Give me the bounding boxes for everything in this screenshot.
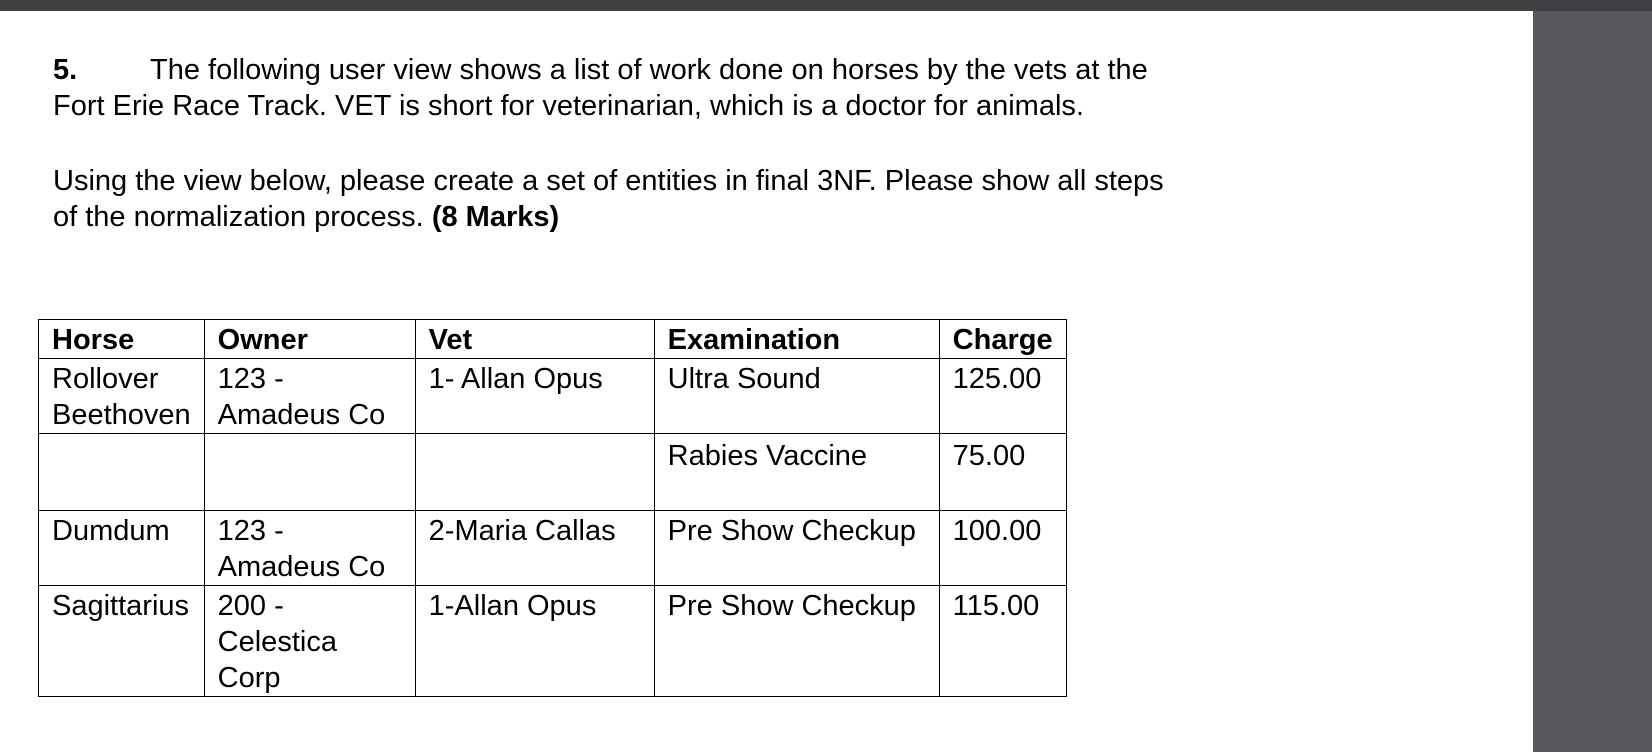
user-view-table — [38, 319, 1067, 697]
intro-line-1: The following user view shows a list of work done on horses by the vets at the — [150, 54, 1148, 86]
instruction-line-1: Using the view below, please create a set of entities in final 3NF. Please show all steps — [53, 165, 1164, 197]
question-instruction — [53, 163, 1164, 235]
cell-horse — [39, 434, 205, 511]
cell-horse: Dumdum — [39, 511, 205, 586]
header-charge: Charge — [939, 320, 1066, 359]
cell-charge: 115.00 — [939, 586, 1066, 697]
owner-line: 200 - — [217, 590, 284, 622]
horse-name-line: Beethoven — [52, 399, 191, 431]
table-header-row — [39, 320, 1067, 359]
table-row — [39, 434, 1067, 511]
cell-vet: 1-Allan Opus — [415, 586, 654, 697]
cell-examination: Ultra Sound — [654, 359, 939, 434]
intro-line-2: Fort Erie Race Track. VET is short for veterinarian, which is a doctor for animals. — [53, 90, 1084, 122]
header-vet: Vet — [415, 320, 654, 359]
cell-examination: Pre Show Checkup — [654, 586, 939, 697]
owner-line: 123 - — [217, 363, 284, 395]
header-examination: Examination — [654, 320, 939, 359]
cell-vet: 1- Allan Opus — [415, 359, 654, 434]
table-row — [39, 511, 1067, 586]
window-top-bar — [0, 0, 1652, 11]
owner-line: Amadeus Co — [217, 551, 386, 583]
cell-horse: Sagittarius — [39, 586, 205, 697]
cell-owner — [204, 359, 415, 434]
marks-label: (8 Marks) — [431, 201, 560, 233]
cell-horse — [39, 359, 205, 434]
cell-charge: 125.00 — [939, 359, 1066, 434]
cell-examination: Pre Show Checkup — [654, 511, 939, 586]
table-row — [39, 586, 1067, 697]
question-number: 5. — [53, 54, 78, 86]
cell-owner — [204, 586, 415, 697]
header-horse: Horse — [39, 320, 205, 359]
charge-text: 75.00 — [952, 440, 1026, 472]
cell-vet — [415, 434, 654, 511]
header-owner: Owner — [204, 320, 415, 359]
cell-vet: 2-Maria Callas — [415, 511, 654, 586]
horse-name-line: Rollover — [52, 363, 159, 395]
cell-owner — [204, 511, 415, 586]
owner-line: Corp — [217, 662, 281, 694]
examination-text: Rabies Vaccine — [667, 440, 868, 472]
table-row — [39, 359, 1067, 434]
cell-owner — [204, 434, 415, 511]
owner-line: 123 - — [217, 515, 284, 547]
question-intro — [53, 52, 1148, 124]
instruction-line-2: of the normalization process. — [53, 201, 432, 233]
cell-charge: 100.00 — [939, 511, 1066, 586]
cell-examination — [654, 434, 939, 511]
owner-line: Celestica — [217, 626, 337, 658]
viewer-background — [1533, 11, 1652, 752]
cell-charge — [939, 434, 1066, 511]
owner-line: Amadeus Co — [217, 399, 386, 431]
